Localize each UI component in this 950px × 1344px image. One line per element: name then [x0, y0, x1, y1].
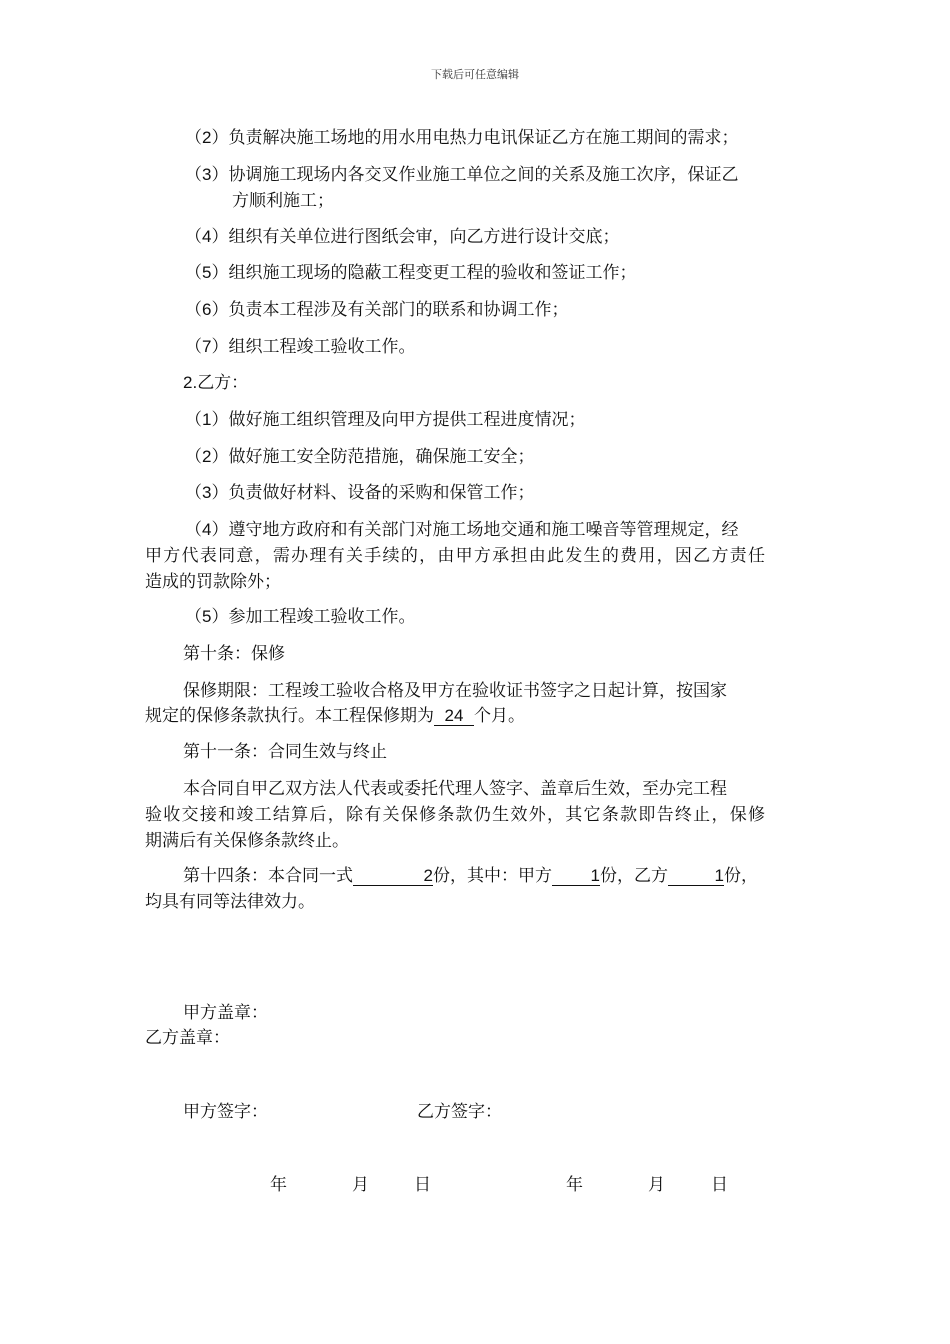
- jia-duty-7-number: （7）: [185, 337, 229, 356]
- yi-duty-5-text: 参加工程竣工验收工作。: [228, 607, 416, 627]
- yi-duty-1-text: 做好施工组织管理及向甲方提供工程进度情况；: [228, 410, 586, 430]
- article-14-mid-2: 份，乙方: [600, 866, 668, 886]
- jia-duty-5: [185, 262, 636, 284]
- yi-date-year: 年: [566, 1175, 583, 1195]
- article-11-line-3: 期满后有关保修条款终止。: [145, 831, 349, 851]
- article-14-line-2: 均具有同等法律效力。: [145, 892, 315, 912]
- jia-duty-4-text: 组织有关单位进行图纸会审，向乙方进行设计交底；: [228, 227, 620, 247]
- jia-duty-6-text: 负责本工程涉及有关部门的联系和协调工作；: [228, 300, 569, 320]
- article-14-pre: 第十四条：本合同一式: [183, 866, 353, 886]
- jia-date-year: 年: [270, 1175, 287, 1195]
- yi-duty-3-text: 负责做好材料、设备的采购和保管工作；: [228, 483, 535, 503]
- jia-duty-5-number: （5）: [185, 263, 229, 282]
- yi-duty-2-text: 做好施工安全防范措施，确保施工安全；: [228, 447, 535, 467]
- jia-duty-6: [185, 299, 568, 321]
- jia-signature-label: 甲方签字：: [183, 1102, 268, 1122]
- jia-duty-5-text: 组织施工现场的隐蔽工程变更工程的验收和签证工作；: [228, 263, 637, 283]
- yi-duty-3: [185, 482, 534, 504]
- article-14-post: 份，: [724, 866, 758, 886]
- yi-seal-label: 乙方盖章：: [145, 1028, 230, 1048]
- jia-duty-4-number: （4）: [185, 227, 229, 246]
- yi-duty-1-number: （1）: [185, 410, 229, 429]
- article-10-title: 第十条：保修: [183, 644, 285, 664]
- article-11-title: 第十一条：合同生效与终止: [183, 742, 387, 762]
- jia-duty-2-text: 负责解决施工场地的用水用电热力电讯保证乙方在施工期间的需求；: [228, 128, 739, 148]
- total-copies-value: 2: [423, 866, 433, 885]
- yi-date-month: 月: [648, 1175, 665, 1195]
- jia-duty-6-number: （6）: [185, 300, 229, 319]
- yi-heading: [183, 372, 248, 394]
- yi-date-day: 日: [711, 1175, 728, 1195]
- article-10-line-2-post: 个月。: [474, 706, 525, 726]
- yi-duty-3-number: （3）: [185, 483, 229, 502]
- jia-duty-2: [185, 127, 738, 149]
- yi-heading-number: 2.: [183, 373, 198, 392]
- yi-duty-4-number: （4）: [185, 520, 229, 539]
- yi-duty-4-line-3: 造成的罚款除外；: [145, 572, 281, 592]
- jia-duty-3-continuation: 方顺利施工；: [232, 191, 334, 211]
- jia-date-month: 月: [352, 1175, 369, 1195]
- article-10-line-2: [145, 705, 525, 727]
- jia-duty-3-text: 协调施工现场内各交叉作业施工单位之间的关系及施工次序，保证乙: [228, 165, 739, 185]
- article-11-line-1: 本合同自甲乙双方法人代表或委托代理人签字、盖章后生效，至办完工程: [183, 779, 727, 799]
- article-14-line-1: [183, 865, 758, 887]
- jia-duty-3: [185, 164, 738, 186]
- yi-duty-4-line-2: 甲方代表同意，需办理有关手续的，由甲方承担由此发生的费用，因乙方责任: [145, 546, 765, 566]
- jia-duty-3-number: （3）: [185, 165, 229, 184]
- jia-copies-value: 1: [590, 866, 600, 885]
- jia-seal-label: 甲方盖章：: [183, 1003, 268, 1023]
- jia-duty-4: [185, 226, 619, 248]
- yi-duty-4: [185, 519, 738, 541]
- article-10-line-1: 保修期限：工程竣工验收合格及甲方在验收证书签字之日起计算，按国家: [183, 681, 727, 701]
- yi-duty-5: [185, 606, 415, 628]
- yi-duty-1: [185, 409, 585, 431]
- yi-signature-label: 乙方签字：: [417, 1102, 502, 1122]
- yi-duty-5-number: （5）: [185, 607, 229, 626]
- yi-copies-value: 1: [714, 866, 724, 885]
- yi-duty-4-text: 遵守地方政府和有关部门对施工场地交通和施工噪音等管理规定，经: [228, 520, 739, 540]
- yi-duty-2-number: （2）: [185, 447, 229, 466]
- article-11-line-2: 验收交接和竣工结算后，除有关保修条款仍生效外，其它条款即告终止，保修: [145, 805, 765, 825]
- page-header-note: 下载后可任意编辑: [431, 68, 519, 81]
- jia-date-day: 日: [414, 1175, 431, 1195]
- jia-duty-7: [185, 336, 415, 358]
- article-14-mid-1: 份，其中：甲方: [433, 866, 552, 886]
- jia-duty-2-number: （2）: [185, 128, 229, 147]
- warranty-months-value: 24: [444, 706, 464, 725]
- yi-duty-2: [185, 446, 534, 468]
- yi-heading-text: 乙方：: [197, 373, 249, 393]
- jia-duty-7-text: 组织工程竣工验收工作。: [228, 337, 416, 357]
- article-10-line-2-pre: 规定的保修条款执行。本工程保修期为: [145, 706, 434, 726]
